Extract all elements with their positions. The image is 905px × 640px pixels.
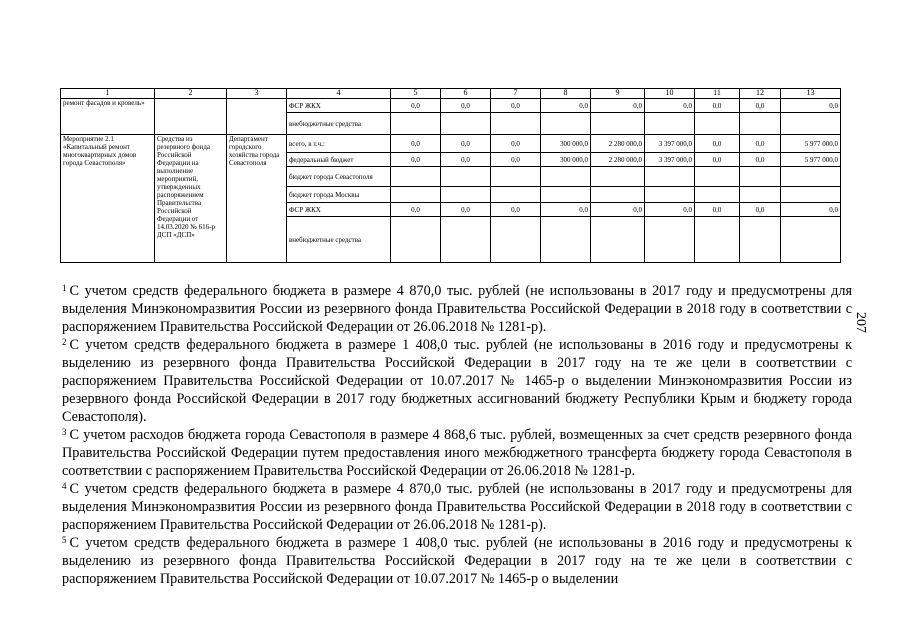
value-cell [491,167,541,187]
footnote-text: С учетом расходов бюджета города Севастополя в размере 4 868,6 тыс. рублей, возмещенных за счет средств резервного фонда Правительства Российской Федерации путем предоставления иного межбюджетного трансферта бюджету города Севастополя в соответствии с распоряжением Правительства Российской Федерации от 26.06.2018 № 1281-р. [62,427,852,479]
value-cell: 0,0 [441,99,491,113]
value-cell: 0,0 [695,135,740,153]
value-cell: 0,0 [645,203,695,217]
value-cell [441,167,491,187]
value-cell: 0,0 [491,99,541,113]
row-label: внебюджетные средства [287,113,391,135]
row-label: бюджет города Севастополя [287,167,391,187]
header-cell: 13 [781,89,841,99]
value-cell: 0,0 [391,99,441,113]
value-cell: 0,0 [645,99,695,113]
footnote-text: С учетом средств федерального бюджета в размере 1 408,0 тыс. рублей (не использованы в 2016 году и предусмотрены к выделению из резервного фонда Правительства Российской Федерации в 2017 году на те же цели в соответствии с распоряжением Правительства Российской Федерации от 10.07.2017 № 1465-р о выделении [62,535,852,587]
value-cell: 3 397 000,0 [645,153,695,167]
value-cell: 0,0 [591,203,645,217]
footnote [62,282,852,336]
footnote-text: С учетом средств федерального бюджета в размере 4 870,0 тыс. рублей (не использованы в 2017 году и предусмотрены для выделения Минэкономразвития России из резервного фонда Правительства Российской Федерации в 2018 году в соответствии с распоряжением Правительства Российской Федерации от 26.06.2018 № 1281-р). [62,481,852,533]
value-cell: 0,0 [391,153,441,167]
executor-cell [227,99,287,135]
funding-source-cell [155,99,227,135]
header-cell: 6 [441,89,491,99]
page-number: 207 [853,312,868,333]
value-cell: 2 280 000,0 [591,153,645,167]
value-cell [645,187,695,203]
header-cell: 2 [155,89,227,99]
footnote-number: 1 [62,283,67,293]
row-label: бюджет города Москвы [287,187,391,203]
value-cell: 0,0 [781,99,841,113]
value-cell [695,187,740,203]
value-cell [441,187,491,203]
value-cell [391,167,441,187]
value-cell: 0,0 [591,99,645,113]
footnote [62,426,852,480]
value-cell [645,167,695,187]
value-cell [781,187,841,203]
header-cell: 5 [391,89,441,99]
value-cell [591,187,645,203]
value-cell: 0,0 [491,203,541,217]
value-cell: 0,0 [740,153,781,167]
footnote-number: 4 [62,481,67,491]
header-cell: 12 [740,89,781,99]
value-cell [591,217,645,263]
value-cell [541,167,591,187]
value-cell [740,167,781,187]
value-cell [391,113,441,135]
value-cell [740,187,781,203]
value-cell [491,217,541,263]
footnote-number: 3 [62,427,67,437]
row-label: ФСР ЖКХ [287,99,391,113]
value-cell: 0,0 [391,203,441,217]
header-cell: 1 [61,89,155,99]
value-cell [695,217,740,263]
value-cell: 0,0 [541,203,591,217]
header-cell: 9 [591,89,645,99]
footnote [62,480,852,534]
footnote-number: 5 [62,535,67,545]
value-cell: 3 397 000,0 [645,135,695,153]
header-cell: 3 [227,89,287,99]
footnote [62,534,852,588]
value-cell [541,187,591,203]
value-cell [491,187,541,203]
value-cell [391,187,441,203]
header-cell: 11 [695,89,740,99]
value-cell [781,217,841,263]
measure-name-cell: Мероприятие 2.1 «Капитальный ремонт многоквартирных домов города Севастополя» [61,135,155,263]
budget-table [60,88,841,263]
executor-cell: Департамент городского хозяйства города Севастополя [227,135,287,263]
value-cell [645,113,695,135]
value-cell: 0,0 [695,99,740,113]
value-cell: 0,0 [491,135,541,153]
value-cell: 2 280 000,0 [591,135,645,153]
value-cell [391,217,441,263]
value-cell [541,113,591,135]
footnote-number: 2 [62,337,67,347]
value-cell: 0,0 [441,135,491,153]
value-cell [695,113,740,135]
funding-source-cell: Средства из резервного фонда Российской Федерации на выполнение мероприятий, утвержденных распоряжением Правительства Российской Федерации от 14.03.2020 № 616-р ДСП «ДСП» [155,135,227,263]
footnote-text: С учетом средств федерального бюджета в размере 4 870,0 тыс. рублей (не использованы в 2017 году и предусмотрены для выделения Минэкономразвития России из резервного фонда Правительства Российской Федерации в 2018 году в соответствии с распоряжением Правительства Российской Федерации от 26.06.2018 № 1281-р). [62,283,852,335]
value-cell: 0,0 [781,203,841,217]
value-cell [645,217,695,263]
value-cell: 0,0 [740,203,781,217]
value-cell: 0,0 [740,99,781,113]
footnote [62,336,852,426]
value-cell [740,113,781,135]
value-cell [491,113,541,135]
value-cell: 0,0 [740,135,781,153]
value-cell: 300 000,0 [541,135,591,153]
measure-name-cell: ремонт фасадов и кровель» [61,99,155,135]
value-cell: 0,0 [695,203,740,217]
value-cell [781,113,841,135]
value-cell [695,167,740,187]
value-cell: 0,0 [391,135,441,153]
row-label: ФСР ЖКХ [287,203,391,217]
header-cell: 8 [541,89,591,99]
header-cell: 7 [491,89,541,99]
header-cell: 10 [645,89,695,99]
footnotes [62,282,852,588]
header-row [61,89,841,99]
table-row [61,135,841,153]
row-label: федеральный бюджет [287,153,391,167]
value-cell [591,113,645,135]
value-cell: 0,0 [441,153,491,167]
value-cell: 0,0 [541,99,591,113]
row-label: внебюджетные средства [287,217,391,263]
header-cell: 4 [287,89,391,99]
table-row [61,99,841,113]
row-label: всего, в т.ч.: [287,135,391,153]
value-cell: 5 977 000,0 [781,135,841,153]
value-cell: 0,0 [441,203,491,217]
value-cell [441,113,491,135]
value-cell [781,167,841,187]
value-cell: 0,0 [695,153,740,167]
value-cell [740,217,781,263]
value-cell: 0,0 [491,153,541,167]
value-cell [541,217,591,263]
value-cell: 5 977 000,0 [781,153,841,167]
value-cell: 300 000,0 [541,153,591,167]
value-cell [591,167,645,187]
value-cell [441,217,491,263]
footnote-text: С учетом средств федерального бюджета в размере 1 408,0 тыс. рублей (не использованы в 2016 году и предусмотрены к выделению из резервного фонда Правительства Российской Федерации в 2017 году на те же цели в соответствии с распоряжением Правительства Российской Федерации от 10.07.2017 № 1465-р о выделении Минэкономразвития России из резервного фонда Российской Федерации в 2017 году бюджетных ассигнований бюджету Республики Крым и бюджету города Севастополя). [62,337,852,425]
